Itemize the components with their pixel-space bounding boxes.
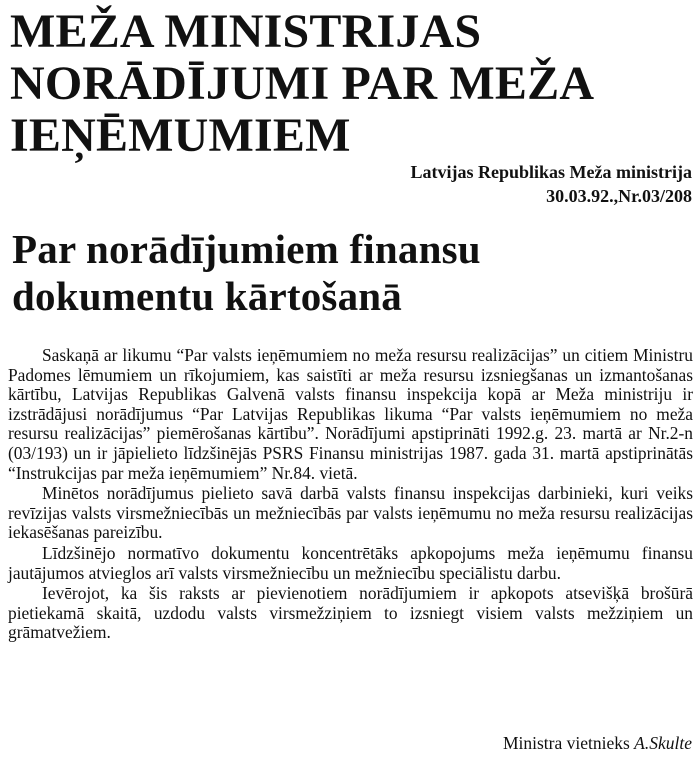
body-paragraph-3: Līdzšinējo normatīvo dokumentu koncentrētāks apkopojums meža ieņēmumu finansu jautājumos atvieglos arī valsts virsmežniecību un mežniecību speciālistu darbu.	[8, 542, 693, 583]
article-subtitle	[12, 226, 692, 320]
issuer-organization: Latvijas Republikas Meža ministrija	[410, 162, 692, 182]
issuer-reference: 30.03.92.,Nr.03/208	[546, 186, 692, 206]
signatory-name: A.Skulte	[634, 733, 692, 753]
article-headline	[10, 6, 690, 162]
body-paragraph-4: Ievērojot, ka šis raksts ar pievienotiem norādījumiem ir apkopots atsevišķā brošūrā pietiekamā skaitā, uzdodu valsts virsmežziņiem to izsniegt visiem valsts mežziņiem un grāmatvežiem.	[8, 583, 693, 643]
signatory-title: Ministra vietnieks	[502, 733, 630, 753]
subtitle-line-2: dokumentu kārtošanā	[12, 273, 402, 319]
headline-line-2: NORĀDĪJUMI PAR MEŽA	[10, 57, 595, 110]
signature-line	[503, 733, 692, 753]
headline-line-3: IEŅĒMUMIEM	[10, 109, 351, 162]
body-paragraph-1: Saskaņā ar likumu “Par valsts ieņēmumiem no meža resursu realizācijas” un citiem Ministru Padomes lēmumiem un rīkojumiem, kas saistīti ar meža resursu izsniegšanas un izmantošanas kārtību, Latvijas Republikas Galvenā valsts finansu inspekcija kopā ar Meža ministriju ir izstrādājusi norādījumus “Par Latvijas Republikas likuma “Par valsts ieņēmumiem no meža resursu realizācijas” piemērošanas kārtību”. Norādījumi apstiprināti 1992.g. 23. martā ar Nr.2-n (03/193) un ir jāpielieto līdzšinējās PSRS Finansu ministrijas 1987. gada 31. martā apstiprinātās “Instrukcijas par meža ieņēmumiem” Nr.84. vietā.	[8, 345, 693, 483]
headline-line-1: MEŽA MINISTRIJAS	[10, 5, 482, 58]
body-paragraph-2: Minētos norādījumus pielieto savā darbā valsts finansu inspekcijas darbinieki, kuri veiks revīzijas valsts virsmežniecībās un mežniecībās par valsts ieņēmumu no meža resursu realizācijas iekasēšanas pareizību.	[8, 483, 693, 543]
issuer-block	[411, 160, 693, 208]
article-body	[8, 346, 693, 643]
subtitle-line-1: Par norādījumiem finansu	[12, 226, 481, 272]
